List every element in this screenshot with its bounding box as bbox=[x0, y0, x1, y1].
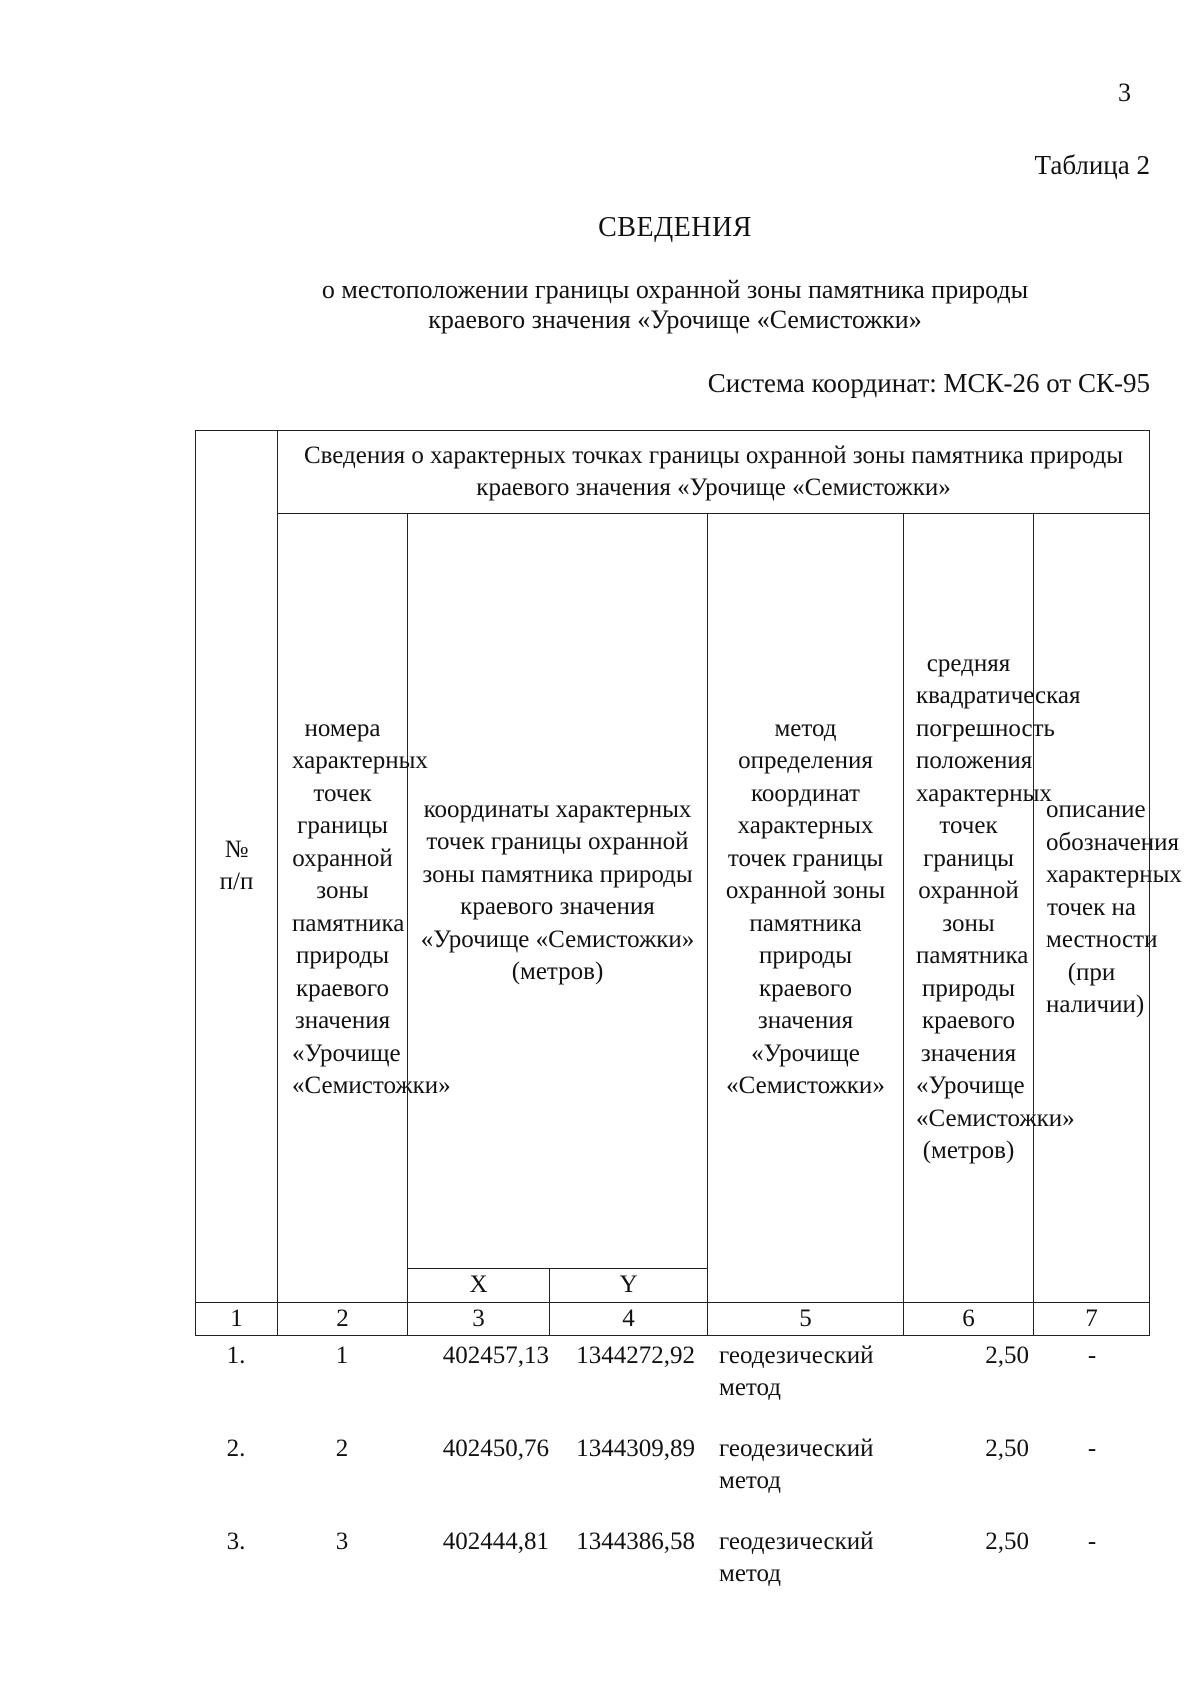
header-col-coords: координаты характерных точек границы охранной зоны памятника природы краевого значения «Урочище «Семистожки» (метров) bbox=[408, 514, 708, 1269]
point-description: - bbox=[1087, 1342, 1097, 1369]
row-index: 2. bbox=[226, 1435, 246, 1462]
document-subtitle bbox=[230, 275, 1120, 335]
header-col-points: номера характерных точек границы охранной зоны памятника природы краевого значения «Урочище «Семистожки» bbox=[278, 514, 408, 1303]
boundary-points-table-header bbox=[195, 430, 1182, 1336]
page-number: 3 bbox=[1118, 78, 1131, 107]
coord-x: 402450,76 bbox=[442, 1435, 549, 1462]
column-number: 1 bbox=[196, 1302, 278, 1336]
point-number: 2 bbox=[335, 1435, 349, 1462]
error-value: 2,50 bbox=[985, 1342, 1029, 1369]
error-value: 2,50 bbox=[985, 1528, 1029, 1555]
coordinate-system: Система координат: МСК-26 от СК-95 bbox=[707, 368, 1150, 398]
coord-y: 1344386,58 bbox=[576, 1528, 695, 1555]
table-row bbox=[195, 1433, 1149, 1526]
method: геодезический метод bbox=[719, 1342, 874, 1401]
point-description: - bbox=[1087, 1528, 1097, 1555]
table-row bbox=[195, 1340, 1149, 1433]
row-index: 3. bbox=[226, 1528, 246, 1555]
column-number: 2 bbox=[278, 1302, 408, 1336]
header-col-error: средняя квадратическая погрешность положения характерных точек границы охранной зоны памятника природы краевого значения «Урочище «Семистожки» (метров) bbox=[904, 514, 1034, 1303]
header-col-x: X bbox=[408, 1269, 550, 1303]
subtitle-line-2: краевого значения «Урочище «Семистожки» bbox=[428, 305, 922, 334]
table-label: Таблица 2 bbox=[1034, 150, 1150, 180]
column-number: 3 bbox=[408, 1302, 550, 1336]
method: геодезический метод bbox=[719, 1528, 874, 1587]
coord-x: 402457,13 bbox=[442, 1342, 549, 1369]
point-number: 3 bbox=[335, 1528, 349, 1555]
error-value: 2,50 bbox=[985, 1435, 1029, 1462]
method: геодезический метод bbox=[719, 1435, 874, 1494]
column-number: 5 bbox=[708, 1302, 904, 1336]
header-col-method: метод определения координат характерных точек границы охранной зоны памятника природы краевого значения «Урочище «Семистожки» bbox=[708, 514, 904, 1303]
subtitle-line-1: о местоположении границы охранной зоны памятника природы bbox=[321, 275, 1029, 304]
point-description: - bbox=[1087, 1435, 1097, 1462]
header-col-description: описание обозначения характерных точек на местности (при наличии) bbox=[1034, 514, 1150, 1303]
coord-y: 1344272,92 bbox=[576, 1342, 695, 1369]
column-number: 4 bbox=[550, 1302, 708, 1336]
header-col-number: № п/п bbox=[196, 431, 278, 1303]
boundary-points-rows bbox=[195, 1340, 1149, 1619]
document-title: СВЕДЕНИЯ bbox=[598, 212, 752, 243]
header-group-title: Сведения о характерных точках границы охранной зоны памятника природы краевого значения «Урочище «Семистожки» bbox=[278, 431, 1150, 514]
column-number: 7 bbox=[1034, 1302, 1150, 1336]
row-index: 1. bbox=[226, 1342, 246, 1369]
header-col-y: Y bbox=[550, 1269, 708, 1303]
coord-y: 1344309,89 bbox=[576, 1435, 695, 1462]
table-row bbox=[195, 1526, 1149, 1619]
coord-x: 402444,81 bbox=[442, 1528, 549, 1555]
column-number: 6 bbox=[904, 1302, 1034, 1336]
point-number: 1 bbox=[335, 1342, 349, 1369]
